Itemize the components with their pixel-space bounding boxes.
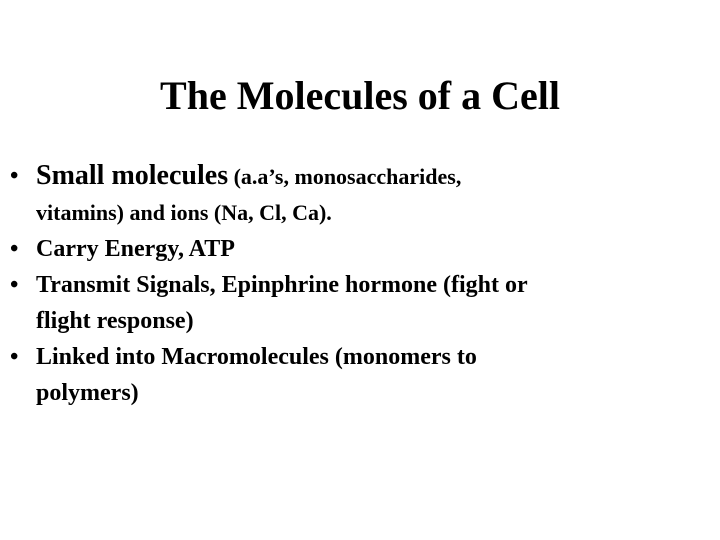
bullet-icon: • — [10, 236, 19, 262]
bullet-detail-continued: vitamins) and ions (Na, Cl, Ca). — [36, 200, 332, 225]
bullet-item-small-molecules — [6, 158, 706, 231]
bullet-text-continued: polymers) — [36, 380, 139, 406]
bullet-icon: • — [10, 163, 19, 189]
bullet-text-continued: flight response) — [36, 308, 194, 334]
bullet-icon: • — [10, 344, 19, 370]
bullet-item-carry-energy — [6, 231, 706, 267]
bullet-main-text: Small molecules — [36, 160, 229, 191]
bullet-text: Carry Energy, ATP — [36, 236, 235, 262]
bullet-list — [6, 158, 706, 411]
bullet-item-transmit-signals — [6, 267, 706, 339]
bullet-icon: • — [10, 272, 19, 298]
bullet-line — [36, 158, 706, 195]
bullet-text: Linked into Macromolecules (monomers to — [36, 344, 477, 370]
slide-title: The Molecules of a Cell — [160, 73, 560, 118]
bullet-item-linked-macromolecules — [6, 339, 706, 411]
bullet-detail-text: (a.a’s, monosaccharides, — [228, 164, 462, 189]
bullet-text: Transmit Signals, Epinphrine hormone (fight or — [36, 272, 528, 298]
